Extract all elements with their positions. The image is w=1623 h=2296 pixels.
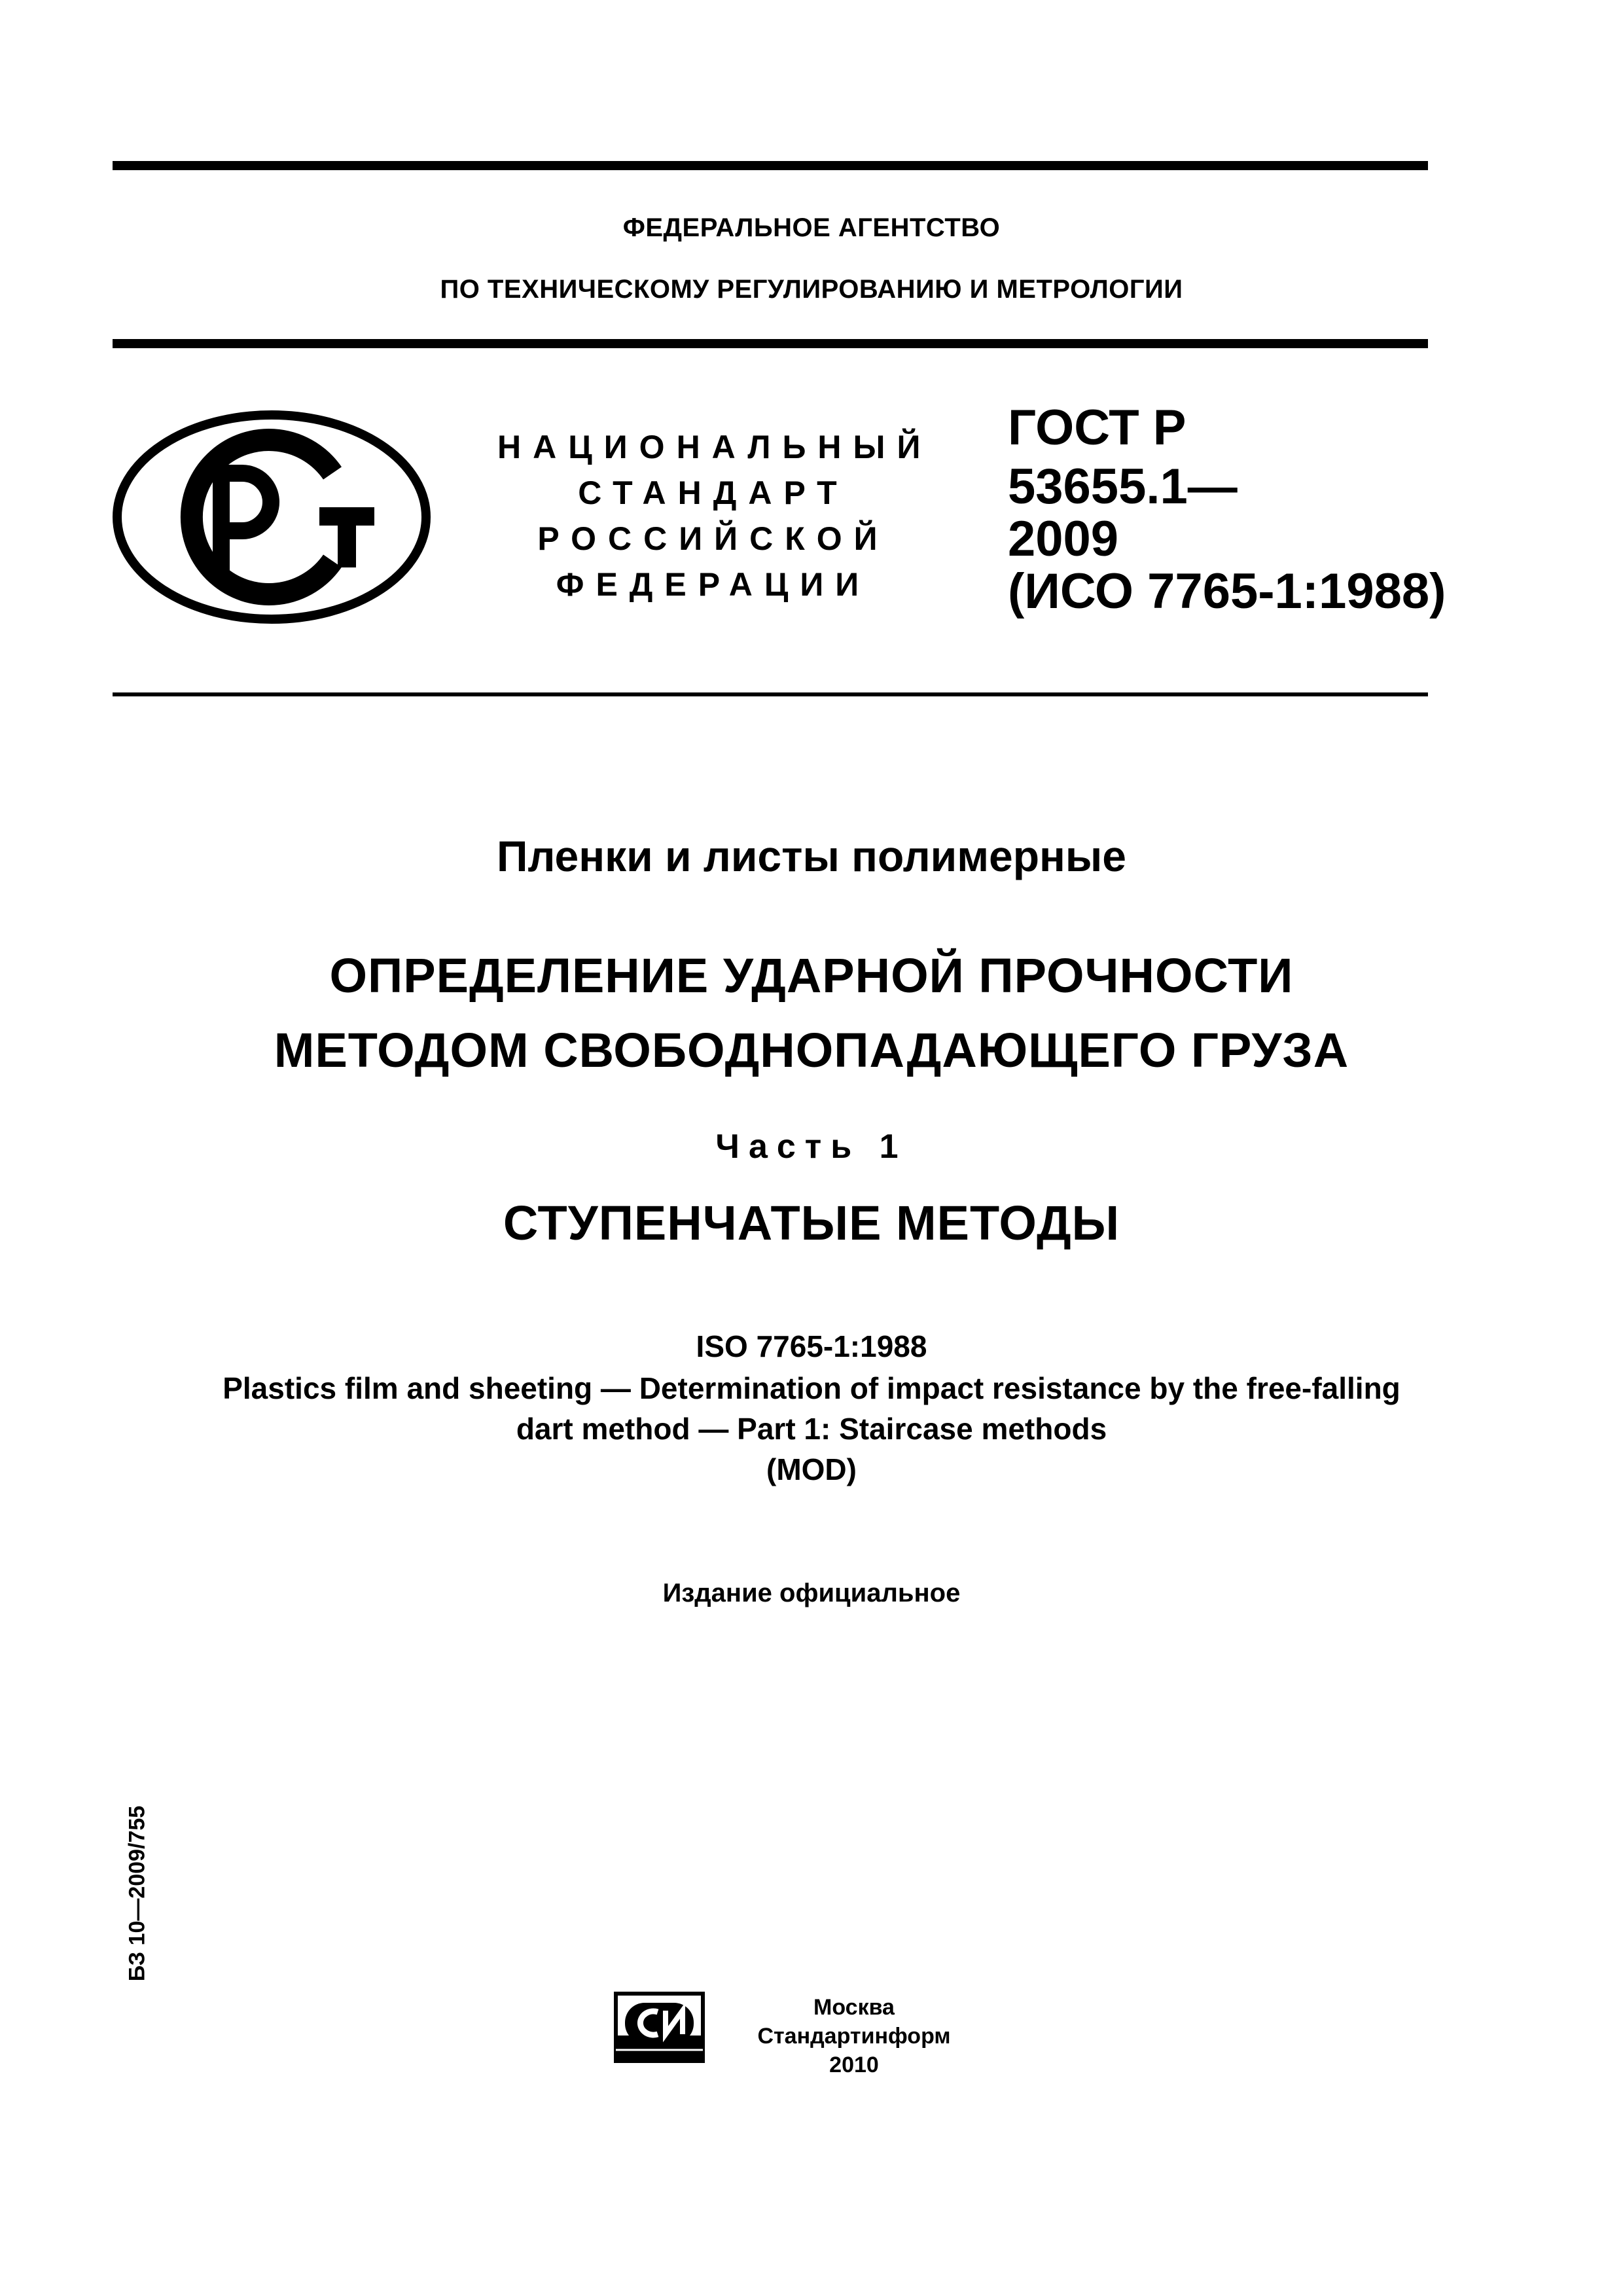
edition-label: Издание официальное (662, 1579, 961, 1607)
publisher-year: 2010 (829, 2053, 879, 2077)
mid-rule (113, 692, 1428, 696)
part-title: СТУПЕНЧАТЫЕ МЕТОДЫ (503, 1196, 1120, 1250)
iso-line-4: (MOD) (766, 1452, 857, 1486)
agency-line-2: ПО ТЕХНИЧЕСКОМУ РЕГУЛИРОВАНИЮ И МЕТРОЛОГИИ (440, 275, 1183, 304)
iso-line-2: Plastics film and sheeting — Determination of impact resistance by the free-falling (223, 1371, 1400, 1405)
agency-line-1: ФЕДЕРАЛЬНОЕ АГЕНТСТВО (622, 213, 1001, 242)
publisher-block (720, 1993, 988, 2079)
standartinform-logo-icon (612, 1990, 707, 2065)
gost-line-2: 53655.1— (1008, 459, 1238, 514)
national-standard-line-2: СТАНДАРТ (578, 475, 849, 511)
header-rule (113, 339, 1428, 348)
iso-line-1: ISO 7765-1:1988 (696, 1329, 927, 1363)
rst-logo-icon (111, 409, 432, 625)
gost-line-4: (ИСО 7765-1:1988) (1008, 564, 1446, 619)
gost-designation (1008, 400, 1446, 622)
national-standard-line-3: РОССИЙСКОЙ (537, 520, 889, 557)
iso-line-3: dart method — Part 1: Staircase methods (516, 1412, 1107, 1446)
document-title-line-2: МЕТОДОМ СВОБОДНОПАДАЮЩЕГО ГРУЗА (274, 1023, 1349, 1077)
national-standard-line-1: НАЦИОНАЛЬНЫЙ (497, 429, 933, 465)
registration-code: БЗ 10—2009/755 (124, 1805, 150, 1982)
national-standard-line-4: ФЕДЕРАЦИИ (556, 566, 871, 603)
document-title-line-1: ОПРЕДЕЛЕНИЕ УДАРНОЙ ПРОЧНОСТИ (329, 948, 1294, 1003)
gost-line-3: 2009 (1008, 511, 1119, 567)
gost-line-1: ГОСТ Р (1008, 400, 1186, 456)
publisher-name: Стандартинформ (757, 2024, 951, 2049)
publisher-city: Москва (813, 1995, 895, 2020)
national-standard-block (497, 424, 933, 607)
part-label: Часть 1 (715, 1128, 908, 1166)
top-rule (113, 161, 1428, 170)
document-subtitle: Пленки и листы полимерные (497, 832, 1126, 880)
